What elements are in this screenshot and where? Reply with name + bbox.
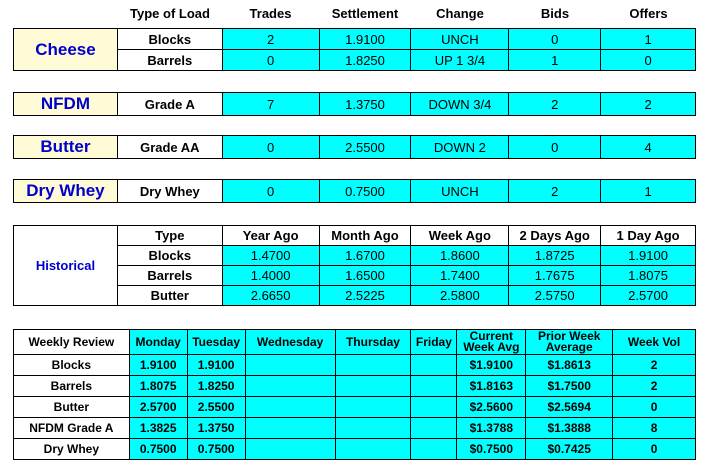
butter-bids: 0 (509, 136, 601, 159)
weekly-header-friday: Friday (411, 330, 457, 355)
dry-whey-table (13, 179, 696, 203)
weekly-cell-current-avg: $1.8163 (457, 376, 526, 397)
weekly-cell-vol: 8 (613, 418, 696, 439)
cheese-blocks-bids: 0 (509, 29, 601, 50)
nfdm-change: DOWN 3/4 (411, 93, 509, 116)
butter-table (13, 135, 696, 159)
historical-blocks-type: Blocks (117, 246, 222, 266)
historical-header-2-days-ago: 2 Days Ago (509, 226, 601, 246)
cheese-barrels-type: Barrels (117, 50, 222, 71)
cheese-blocks-offers: 1 (601, 29, 696, 50)
weekly-cell-prior-avg: $1.3888 (526, 418, 613, 439)
weekly-cell-vol: 0 (613, 397, 696, 418)
historical-cell: 1.9100 (601, 246, 696, 266)
nfdm-settlement: 1.3750 (319, 93, 411, 116)
weekly-cell-prior-avg: $1.8613 (526, 355, 613, 376)
cheese-blocks-settlement: 1.9100 (319, 29, 411, 50)
weekly-cell-thu (335, 439, 411, 460)
weekly-header-review: Weekly Review (14, 330, 130, 355)
cheese-barrels-settlement: 1.8250 (319, 50, 411, 71)
weekly-header-current-week-avg: Current Week Avg (457, 330, 526, 355)
weekly-cell-wed (245, 355, 335, 376)
weekly-header-monday: Monday (129, 330, 187, 355)
dry-whey-offers: 1 (601, 180, 696, 203)
dry-whey-type: Dry Whey (117, 180, 222, 203)
cheese-blocks-change: UNCH (411, 29, 509, 50)
historical-header-month-ago: Month Ago (319, 226, 411, 246)
weekly-cell-fri (411, 376, 457, 397)
weekly-cell-thu (335, 397, 411, 418)
historical-cell: 1.8725 (509, 246, 601, 266)
weekly-cell-vol: 2 (613, 376, 696, 397)
butter-type: Grade AA (117, 136, 222, 159)
weekly-cell-current-avg: $1.9100 (457, 355, 526, 376)
dry-whey-settlement: 0.7500 (319, 180, 411, 203)
header-change: Change (436, 6, 484, 21)
header-type-of-load: Type of Load (130, 6, 210, 21)
historical-cell: 1.6700 (319, 246, 411, 266)
historical-cell: 1.4700 (222, 246, 319, 266)
historical-cell: 1.8600 (411, 246, 509, 266)
weekly-cell-fri (411, 397, 457, 418)
weekly-cell-fri (411, 355, 457, 376)
weekly-cell-tue: 1.8250 (187, 376, 245, 397)
cheese-barrels-bids: 1 (509, 50, 601, 71)
nfdm-type: Grade A (117, 93, 222, 116)
weekly-cell-prior-avg: $0.7425 (526, 439, 613, 460)
butter-change: DOWN 2 (411, 136, 509, 159)
butter-trades: 0 (222, 136, 319, 159)
weekly-row-name: Dry Whey (14, 439, 130, 460)
header-offers: Offers (629, 6, 668, 21)
nfdm-trades: 7 (222, 93, 319, 116)
dry-whey-change: UNCH (411, 180, 509, 203)
dry-whey-bids: 2 (509, 180, 601, 203)
nfdm-label: NFDM (14, 93, 118, 116)
weekly-cell-thu (335, 418, 411, 439)
cheese-barrels-offers: 0 (601, 50, 696, 71)
weekly-header-week-vol: Week Vol (613, 330, 696, 355)
weekly-cell-mon: 1.9100 (129, 355, 187, 376)
weekly-cell-tue: 2.5500 (187, 397, 245, 418)
weekly-header-tuesday: Tuesday (187, 330, 245, 355)
butter-label: Butter (14, 136, 118, 159)
butter-offers: 4 (601, 136, 696, 159)
nfdm-bids: 2 (509, 93, 601, 116)
cheese-barrels-trades: 0 (222, 50, 319, 71)
historical-header-type: Type (117, 226, 222, 246)
cheese-table (13, 28, 696, 71)
nfdm-table (13, 92, 696, 116)
weekly-cell-wed (245, 418, 335, 439)
historical-cell: 2.5700 (601, 286, 696, 306)
historical-label: Historical (14, 226, 118, 306)
weekly-row-name: Barrels (14, 376, 130, 397)
historical-header-year-ago: Year Ago (222, 226, 319, 246)
weekly-row-name: Blocks (14, 355, 130, 376)
weekly-cell-mon: 2.5700 (129, 397, 187, 418)
weekly-header-wednesday: Wednesday (245, 330, 335, 355)
historical-butter-type: Butter (117, 286, 222, 306)
weekly-cell-current-avg: $0.7500 (457, 439, 526, 460)
weekly-cell-prior-avg: $1.7500 (526, 376, 613, 397)
historical-barrels-type: Barrels (117, 266, 222, 286)
nfdm-offers: 2 (601, 93, 696, 116)
weekly-cell-mon: 0.7500 (129, 439, 187, 460)
weekly-cell-fri (411, 418, 457, 439)
weekly-cell-vol: 0 (613, 439, 696, 460)
weekly-cell-wed (245, 397, 335, 418)
weekly-review-table (13, 329, 696, 460)
weekly-cell-fri (411, 439, 457, 460)
weekly-cell-tue: 1.9100 (187, 355, 245, 376)
weekly-row-name: Butter (14, 397, 130, 418)
historical-cell: 1.6500 (319, 266, 411, 286)
historical-header-week-ago: Week Ago (411, 226, 509, 246)
historical-cell: 2.5225 (319, 286, 411, 306)
weekly-cell-thu (335, 355, 411, 376)
cheese-blocks-trades: 2 (222, 29, 319, 50)
historical-table (13, 225, 696, 306)
butter-settlement: 2.5500 (319, 136, 411, 159)
cheese-label: Cheese (14, 29, 118, 71)
weekly-cell-wed (245, 376, 335, 397)
dry-whey-label: Dry Whey (14, 180, 118, 203)
cheese-barrels-change: UP 1 3/4 (411, 50, 509, 71)
historical-cell: 2.5800 (411, 286, 509, 306)
historical-header-1-day-ago: 1 Day Ago (601, 226, 696, 246)
header-bids: Bids (540, 6, 570, 21)
cheese-blocks-type: Blocks (117, 29, 222, 50)
weekly-cell-prior-avg: $2.5694 (526, 397, 613, 418)
weekly-cell-tue: 1.3750 (187, 418, 245, 439)
weekly-header-thursday: Thursday (335, 330, 411, 355)
weekly-cell-mon: 1.3825 (129, 418, 187, 439)
header-settlement: Settlement (331, 6, 399, 21)
historical-cell: 2.6650 (222, 286, 319, 306)
weekly-cell-current-avg: $2.5600 (457, 397, 526, 418)
historical-cell: 1.7675 (509, 266, 601, 286)
dry-whey-trades: 0 (222, 180, 319, 203)
weekly-cell-mon: 1.8075 (129, 376, 187, 397)
historical-cell: 1.7400 (411, 266, 509, 286)
weekly-row-name: NFDM Grade A (14, 418, 130, 439)
weekly-cell-wed (245, 439, 335, 460)
weekly-cell-thu (335, 376, 411, 397)
historical-cell: 2.5750 (509, 286, 601, 306)
historical-cell: 1.4000 (222, 266, 319, 286)
weekly-cell-vol: 2 (613, 355, 696, 376)
weekly-cell-current-avg: $1.3788 (457, 418, 526, 439)
weekly-cell-tue: 0.7500 (187, 439, 245, 460)
weekly-header-prior-week-average: Prior Week Average (526, 330, 613, 355)
historical-cell: 1.8075 (601, 266, 696, 286)
header-trades: Trades (249, 6, 292, 21)
